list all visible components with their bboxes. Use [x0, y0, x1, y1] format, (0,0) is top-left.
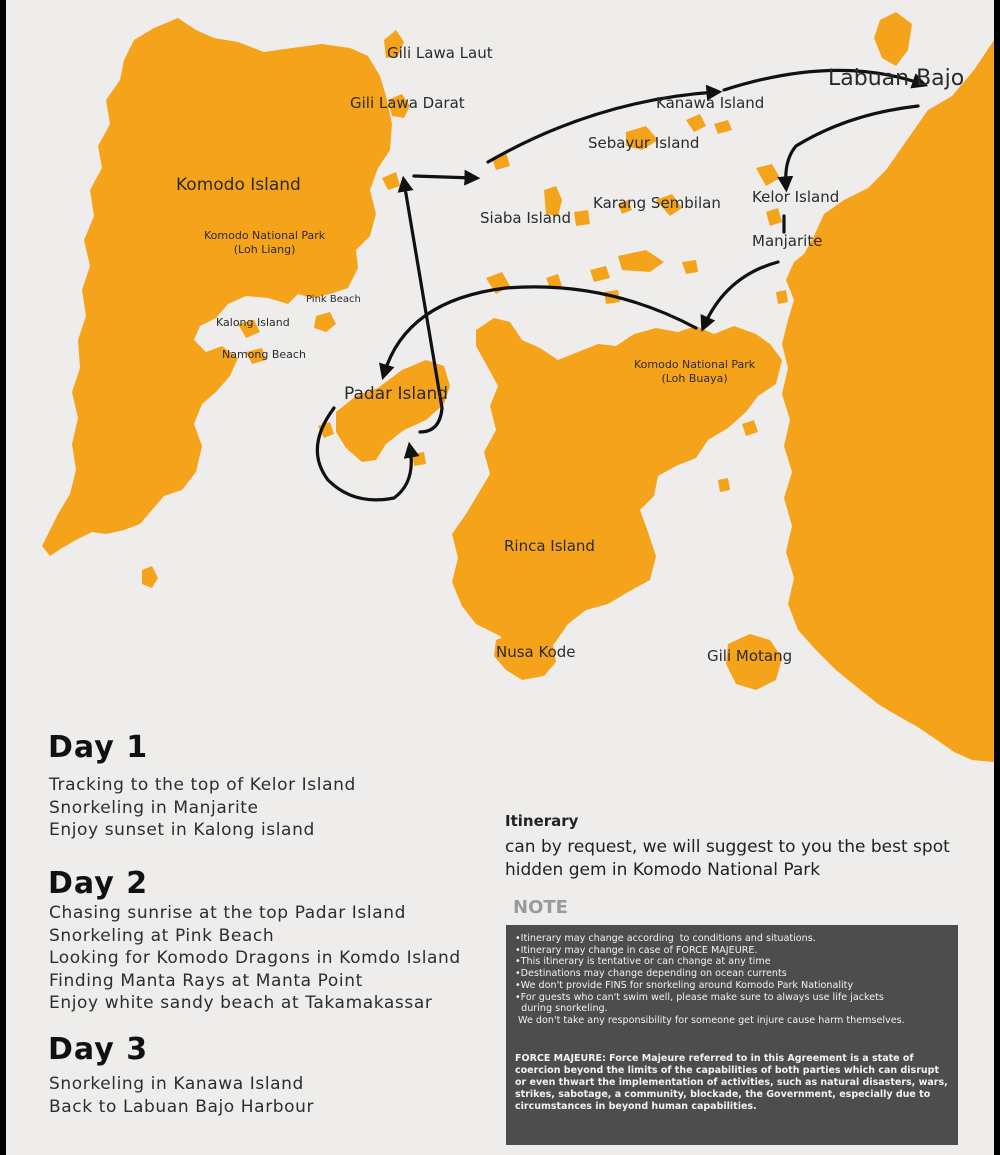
note-item: •For guests who can't swim well, please make sure to always use life jackets — [515, 991, 884, 1003]
route-arrow — [414, 176, 474, 178]
label-siaba-island: Siaba Island — [480, 209, 571, 227]
itinerary-line: can by request, we will suggest to you the best spot — [505, 837, 950, 857]
label-sebayur-island: Sebayur Island — [588, 134, 700, 152]
label-manjarite: Manjarite — [752, 232, 823, 250]
note-item: •This itinerary is tentative or can change at any time — [515, 956, 771, 968]
day-3-item: Back to Labuan Bajo Harbour — [49, 1096, 315, 1117]
day-1-item: Tracking to the top of Kelor Island — [49, 775, 356, 795]
note-title: NOTE — [513, 897, 568, 918]
note-item: We don't take any responsibility for someone get injure cause harm themselves. — [515, 1014, 905, 1026]
padar-island-shape — [336, 360, 450, 462]
label-kanawa-island: Kanawa Island — [656, 94, 765, 112]
note-item: •We don't provide FINS for snorkeling around Komodo Park Nationality — [515, 979, 854, 991]
day-1-heading: Day 1 — [48, 730, 149, 765]
day-1-list — [49, 774, 356, 842]
itinerary-description — [505, 836, 950, 882]
day-3-heading: Day 3 — [48, 1032, 149, 1067]
note-item: •Itinerary may change in case of FORCE MAJEURE. — [515, 944, 758, 956]
note-box — [506, 925, 958, 1145]
label-komodo-np-loh-buaya: Komodo National Park (Loh Buaya) — [634, 358, 756, 385]
label-kalong-island: Kalong Island — [216, 316, 290, 329]
day-1-item: Snorkeling in Manjarite — [49, 797, 259, 818]
label-karang-sembilan: Karang Sembilan — [593, 194, 721, 212]
day-2-item: Enjoy white sandy beach at Takamakassar — [49, 993, 433, 1013]
label-kelor-island: Kelor Island — [752, 188, 840, 206]
label-nusa-kode: Nusa Kode — [496, 643, 576, 661]
note-item: •Itinerary may change according to conditions and situations. — [515, 933, 816, 944]
day-2-item: Finding Manta Rays at Manta Point — [49, 970, 363, 991]
itinerary-title: Itinerary — [505, 812, 579, 830]
label-rinca-island: Rinca Island — [504, 537, 595, 555]
label-pink-beach: Pink Beach — [306, 294, 361, 305]
flores-mainland-shape — [782, 40, 994, 762]
day-2-list — [49, 902, 461, 1015]
note-item: •Destinations may change depending on ocean currents — [515, 968, 787, 980]
itinerary-poster — [6, 0, 994, 1155]
label-gili-lawa-darat: Gili Lawa Darat — [350, 94, 465, 112]
label-namong-beach: Namong Beach — [222, 348, 306, 361]
label-padar-island: Padar Island — [344, 384, 449, 404]
label-komodo-island: Komodo Island — [176, 175, 301, 195]
day-2-item: Looking for Komodo Dragons in Komdo Island — [49, 948, 461, 968]
komodo-island-shape — [42, 18, 392, 556]
day-2-item: Chasing sunrise at the top Padar Island — [49, 903, 406, 923]
label-komodo-np-loh-liang: Komodo National Park (Loh Liang) — [204, 229, 326, 256]
label-gili-lawa-laut: Gili Lawa Laut — [387, 44, 493, 62]
day-2-heading: Day 2 — [48, 866, 149, 901]
label-gili-motang: Gili Motang — [707, 647, 793, 665]
itinerary-line: hidden gem in Komodo National Park — [505, 860, 821, 880]
day-3-list — [49, 1073, 314, 1118]
label-labuan-bajo: Labuan Bajo — [828, 66, 965, 91]
route-arrow — [704, 262, 778, 326]
force-majeure-text: FORCE MAJEURE: Force Majeure referred to in this Agreement is a state of coercion beyond the limits of the capabilities of both parties which can disrupt or even thwart the implementation of activities, such as natural disasters, wars, strikes, sabotage, a community, blockade, the Government, especially due to circumstances in beyond human capabilities. — [515, 1052, 948, 1112]
day-3-item: Snorkeling in Kanawa Island — [49, 1074, 304, 1094]
note-item: during snorkeling. — [515, 1003, 608, 1015]
day-1-item: Enjoy sunset in Kalong island — [49, 820, 315, 840]
day-2-item: Snorkeling at Pink Beach — [49, 925, 275, 946]
